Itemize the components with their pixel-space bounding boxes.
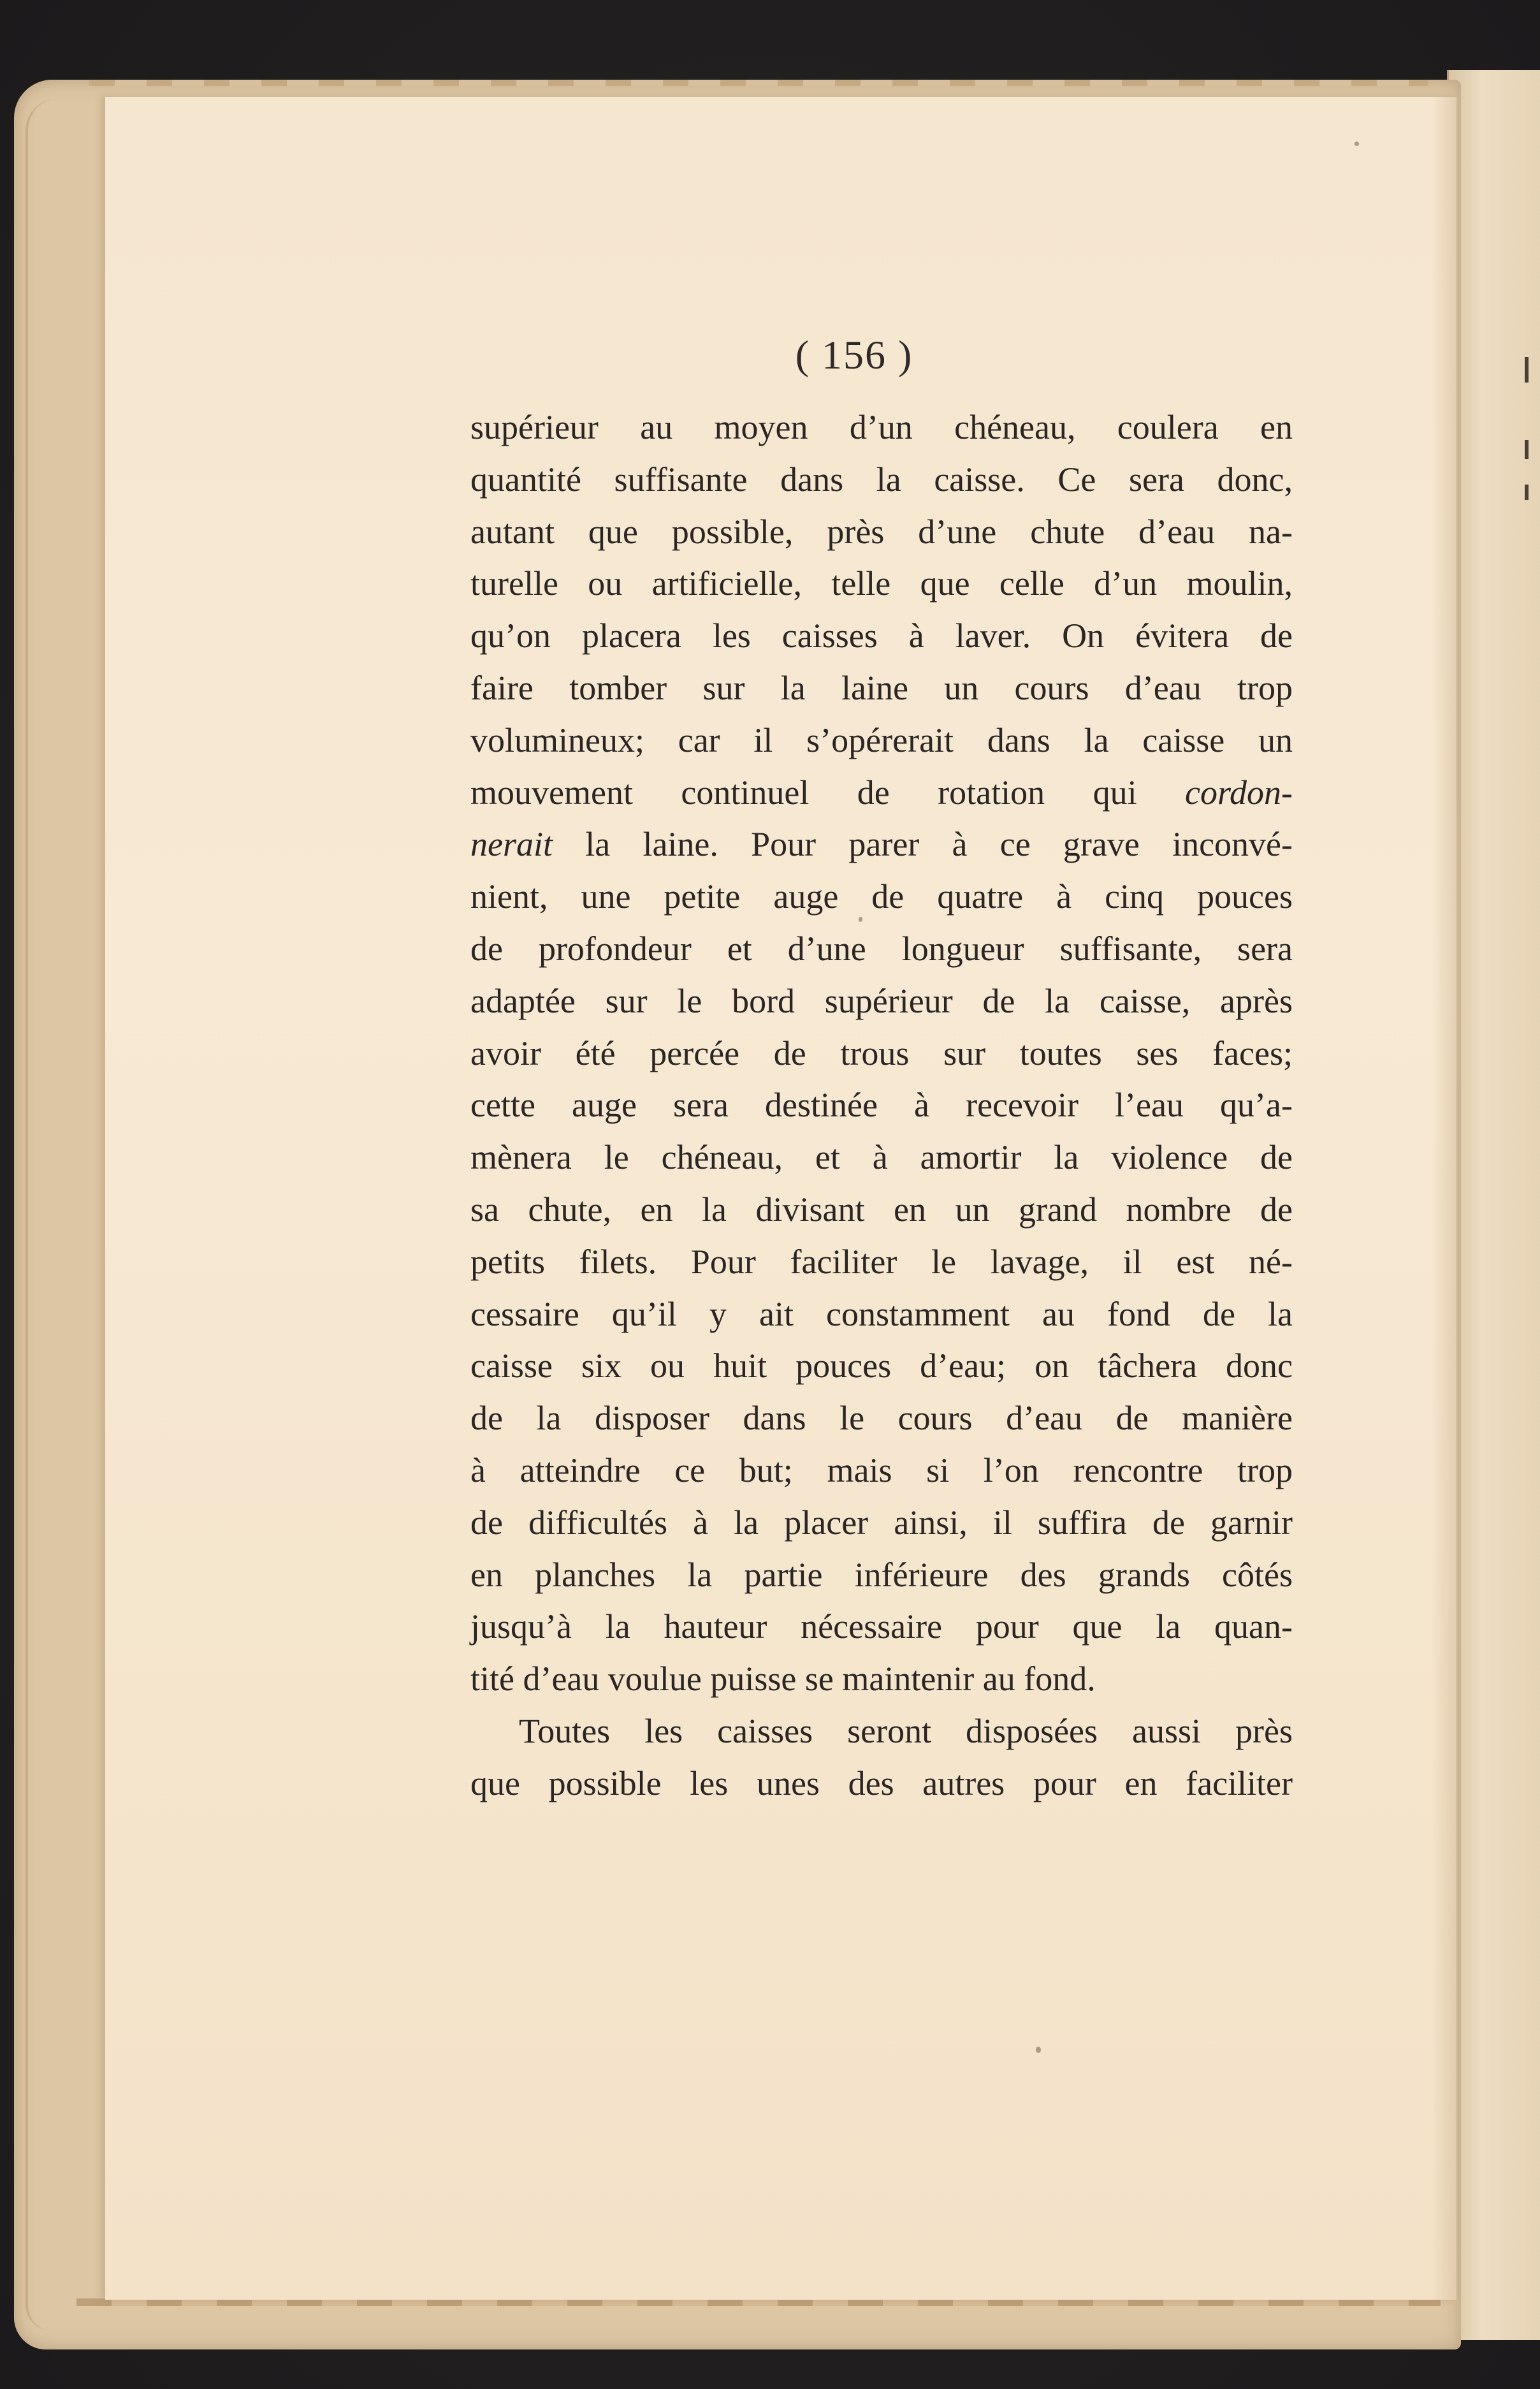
text-segment: de la disposer dans le cours d’eau de manière xyxy=(470,1399,1293,1438)
text-segment: faire tomber sur la laine un cours d’eau trop xyxy=(470,668,1293,707)
text-segment: volumineux; car il s’opérerait dans la caisse un xyxy=(470,720,1293,759)
text-line xyxy=(470,402,1293,454)
text-segment: de difficultés à la placer ainsi, il suffira de garnir xyxy=(470,1503,1293,1542)
text-line xyxy=(470,819,1293,871)
text-line xyxy=(470,1706,1293,1758)
text-segment: en planches la partie inférieure des grands côtés xyxy=(470,1555,1293,1594)
text-line xyxy=(470,1184,1293,1236)
text-segment: nient, une petite auge de quatre à cinq pouces xyxy=(470,877,1293,916)
text-line xyxy=(470,1653,1293,1706)
text-line xyxy=(470,923,1293,975)
text-segment: de profondeur et d’une longueur suffisante, sera xyxy=(470,929,1293,968)
facing-page-mark xyxy=(1525,357,1529,383)
italic-text: cordon- xyxy=(1185,773,1293,812)
text-segment: mouvement continuel de rotation qui xyxy=(470,773,1186,812)
text-line xyxy=(470,1079,1293,1132)
paper-speck xyxy=(1355,142,1359,146)
text-line xyxy=(470,558,1293,610)
text-segment: qu’on placera les caisses à laver. On évitera de xyxy=(470,617,1293,655)
text-segment: supérieur au moyen d’un chéneau, coulera en xyxy=(470,408,1293,446)
text-segment: turelle ou artificielle, telle que celle d’un moulin, xyxy=(470,564,1293,603)
page-number: ( 156 ) xyxy=(795,332,913,377)
text-line xyxy=(470,975,1293,1028)
text-segment: cessaire qu’il y ait constamment au fond de la xyxy=(470,1294,1293,1333)
text-segment: sa chute, en la divisant en un grand nombre de xyxy=(470,1190,1293,1229)
text-segment: que possible les unes des autres pour en faciliter xyxy=(470,1764,1293,1802)
text-line xyxy=(470,871,1293,923)
text-segment: petits filets. Pour faciliter le lavage, il est né- xyxy=(470,1242,1293,1281)
text-segment: autant que possible, près d’une chute d’eau na- xyxy=(470,512,1293,551)
text-line xyxy=(470,1340,1293,1392)
text-segment: avoir été percée de trous sur toutes ses faces; xyxy=(470,1034,1293,1072)
text-line xyxy=(470,1445,1293,1497)
text-segment: à atteindre ce but; mais si l’on rencontre trop xyxy=(470,1450,1293,1489)
text-segment: jusqu’à la hauteur nécessaire pour que la quan- xyxy=(470,1607,1293,1646)
text-line xyxy=(470,767,1293,819)
text-line xyxy=(470,1392,1293,1445)
text-line xyxy=(470,610,1293,662)
text-segment: tité d’eau voulue puisse se maintenir au fond. xyxy=(470,1660,1096,1699)
text-line xyxy=(470,1289,1293,1341)
paper-speck xyxy=(1036,2047,1041,2053)
text-segment: la laine. Pour parer à ce grave inconvé- xyxy=(553,825,1293,864)
facing-page-mark xyxy=(1525,440,1529,459)
text-line xyxy=(470,454,1293,506)
text-line xyxy=(470,1549,1293,1602)
text-segment: adaptée sur le bord supérieur de la caisse, après xyxy=(470,981,1293,1020)
text-line xyxy=(470,1601,1293,1653)
text-line xyxy=(470,506,1293,559)
italic-text: nerait xyxy=(470,825,553,864)
facing-page-mark xyxy=(1525,485,1529,500)
text-line xyxy=(470,662,1293,715)
text-segment: quantité suffisante dans la caisse. Ce sera donc, xyxy=(470,460,1293,499)
text-line xyxy=(470,1497,1293,1549)
text-segment: caisse six ou huit pouces d’eau; on tâchera donc xyxy=(470,1347,1293,1385)
text-line xyxy=(470,1758,1293,1810)
body-text xyxy=(470,402,1293,1810)
text-line xyxy=(470,715,1293,767)
text-line xyxy=(470,1132,1293,1184)
text-line xyxy=(470,1236,1293,1289)
text-segment: mènera le chéneau, et à amortir la violence de xyxy=(470,1138,1293,1177)
text-segment: Toutes les caisses seront disposées aussi près xyxy=(519,1711,1293,1750)
text-segment: cette auge sera destinée à recevoir l’eau qu’a- xyxy=(470,1086,1293,1125)
text-line xyxy=(470,1028,1293,1080)
leaf-edge-top xyxy=(89,80,1428,86)
